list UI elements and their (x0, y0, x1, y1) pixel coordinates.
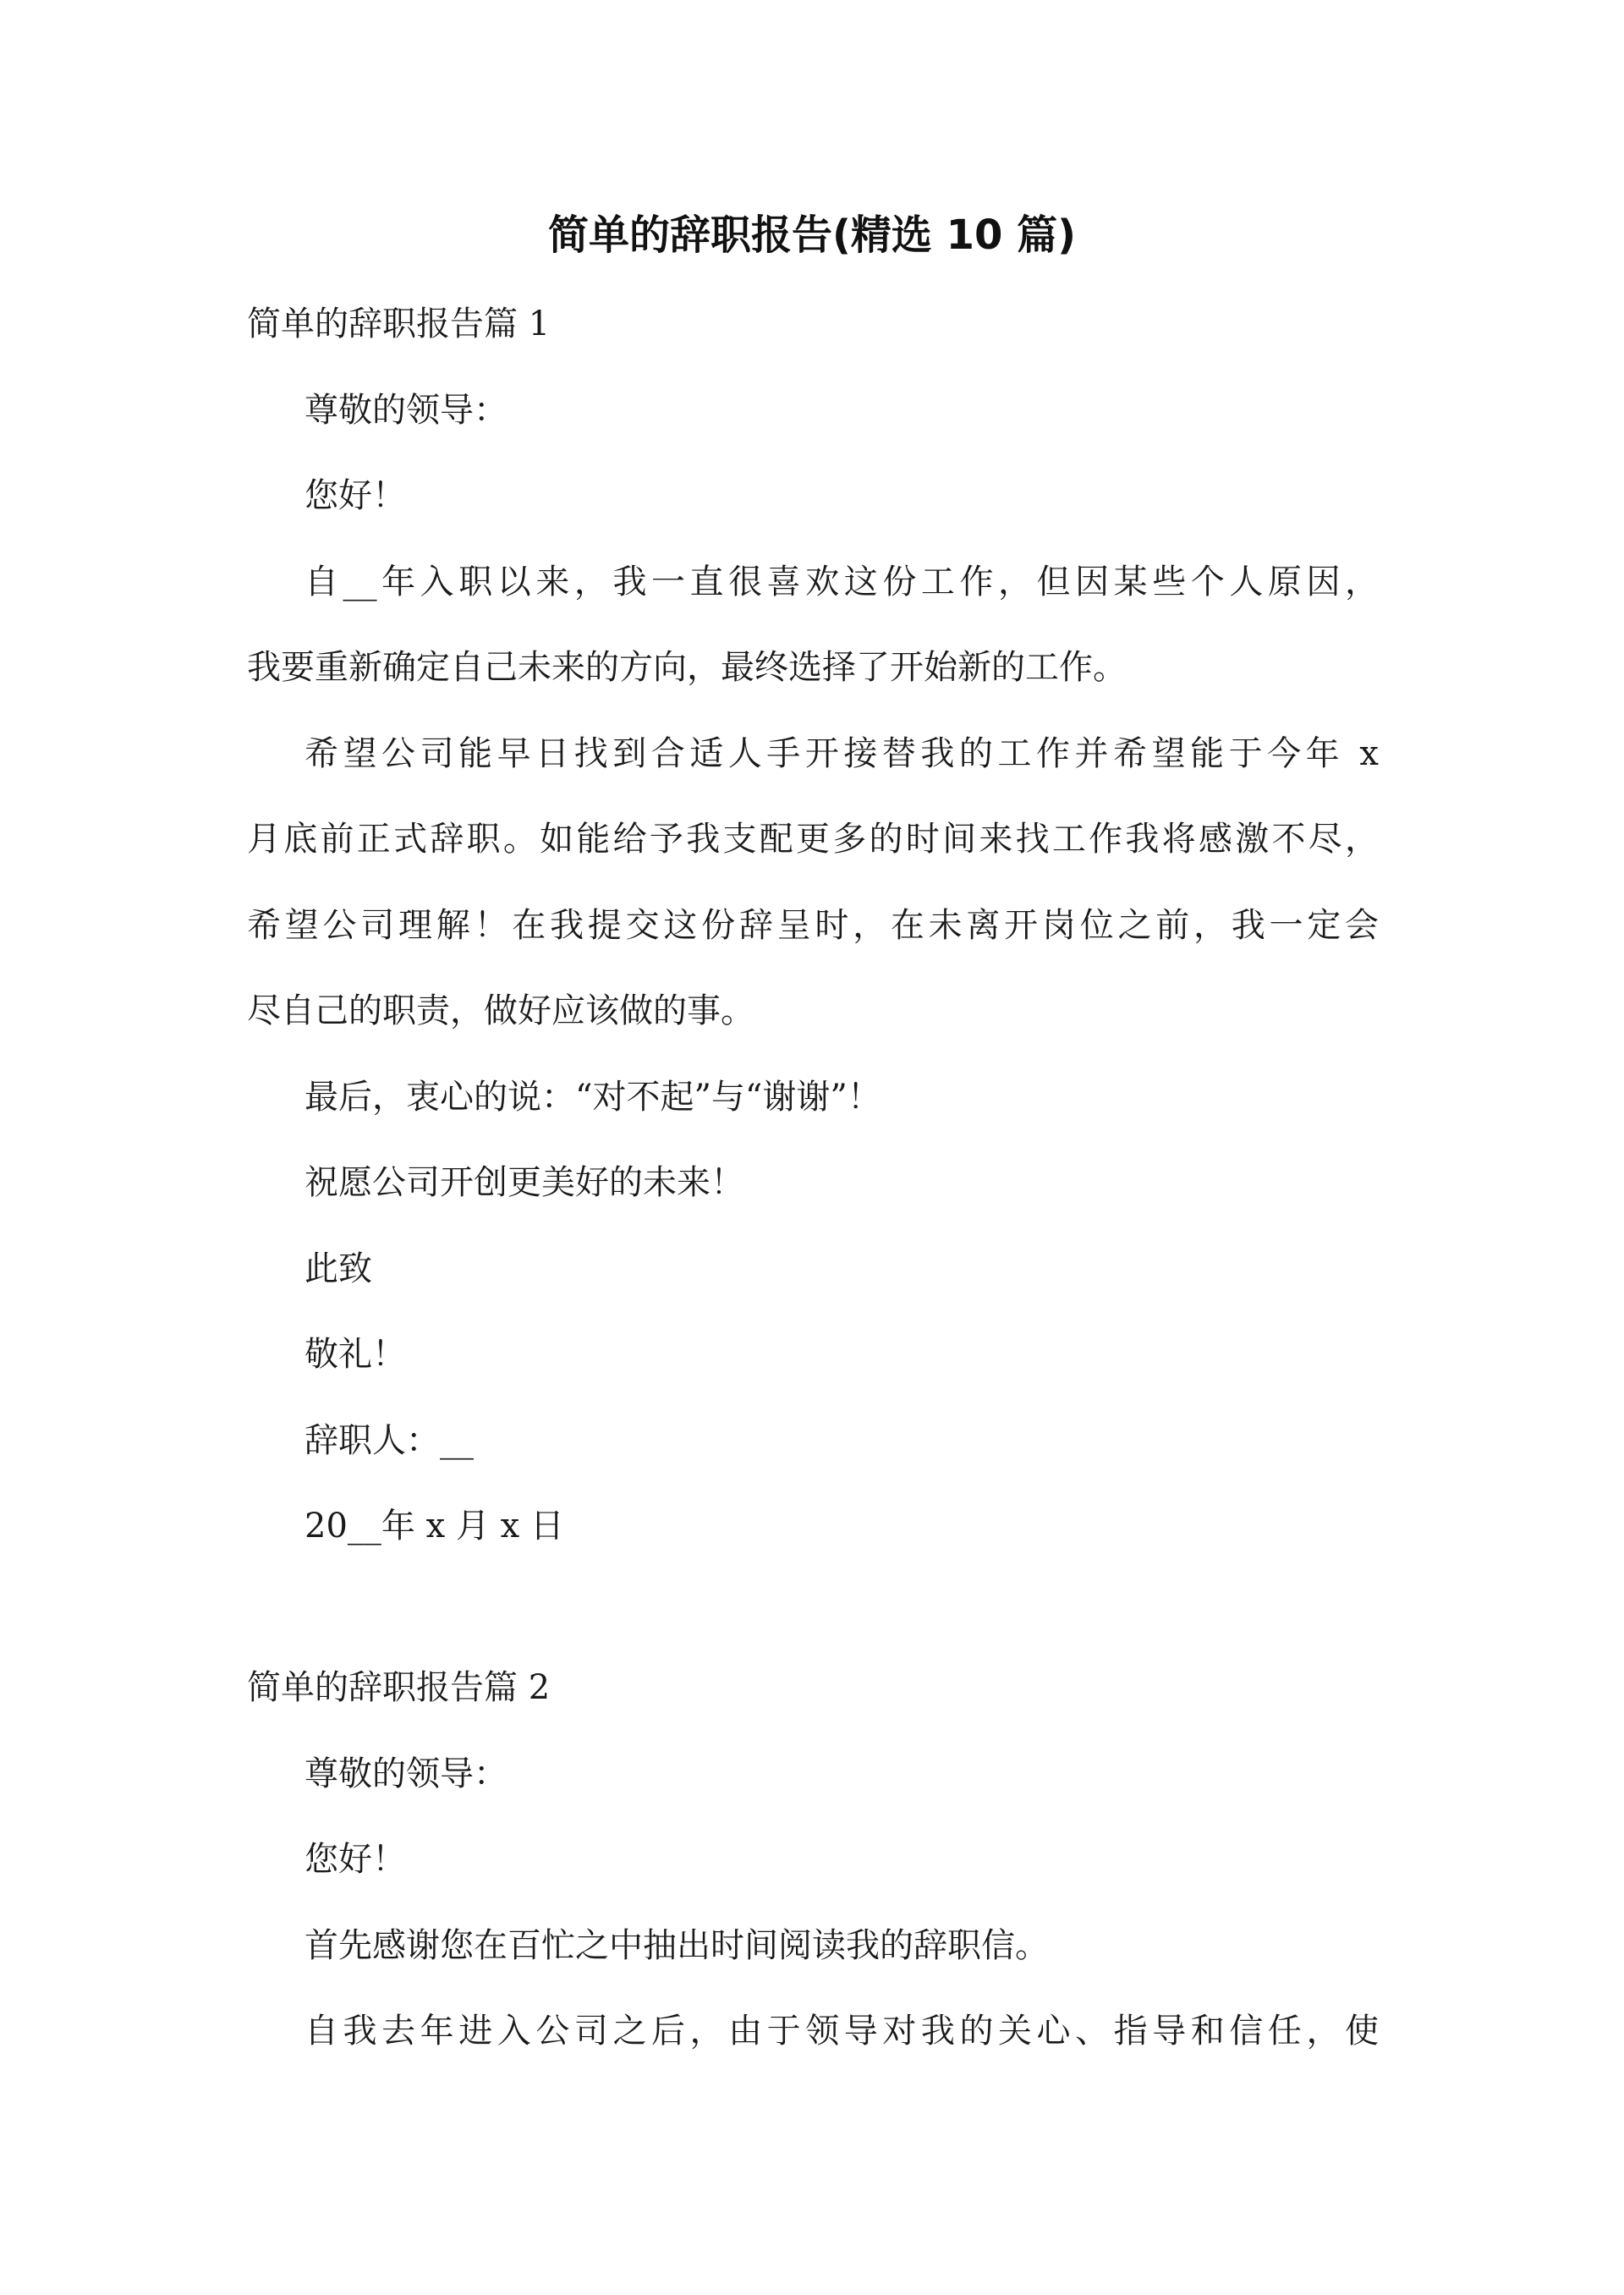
document-title: 简单的辞职报告(精选 10 篇) (547, 211, 1077, 259)
article-1-greeting: 您好！ (304, 476, 406, 515)
article-1-closing-2: 敬礼！ (304, 1335, 406, 1374)
article-1-paragraph-1-line-2: 我要重新确定自己未来的方向，最终选择了开始新的工作。 (247, 648, 1127, 687)
article-2-salutation: 尊敬的领导： (304, 1754, 508, 1793)
article-1-date: 20__年 x 月 x 日 (304, 1507, 564, 1546)
article-1-paragraph-2-line-3: 希望公司理解！在我提交这份辞呈时，在未离开岗位之前，我一定会 (247, 906, 1379, 945)
article-1-paragraph-1-line-1: 自__年入职以来，我一直很喜欢这份工作，但因某些个人原因， (304, 563, 1379, 601)
article-1-signer: 辞职人：__ (304, 1421, 474, 1460)
article-1-paragraph-2-line-4: 尽自己的职责，做好应该做的事。 (247, 991, 754, 1030)
article-1-paragraph-4: 祝愿公司开创更美好的未来！ (304, 1163, 744, 1202)
article-1-paragraph-2-line-2: 月底前正式辞职。如能给予我支配更多的时间来找工作我将感激不尽， (247, 820, 1379, 859)
article-2-heading: 简单的辞职报告篇 2 (247, 1668, 551, 1707)
article-1-paragraph-3: 最后，衷心的说：“对不起”与“谢谢”！ (304, 1078, 881, 1117)
article-1-salutation: 尊敬的领导： (304, 391, 508, 430)
article-2-paragraph-1: 首先感谢您在百忙之中抽出时间阅读我的辞职信。 (304, 1926, 1049, 1965)
article-1-paragraph-2-line-1: 希望公司能早日找到合适人手开接替我的工作并希望能于今年 x (304, 734, 1379, 773)
article-2-greeting: 您好！ (304, 1840, 406, 1879)
article-2-paragraph-2-line-1: 自我去年进入公司之后，由于领导对我的关心、指导和信任，使 (304, 2012, 1379, 2051)
article-1-heading: 简单的辞职报告篇 1 (247, 305, 551, 343)
article-1-closing-1: 此致 (304, 1249, 372, 1288)
